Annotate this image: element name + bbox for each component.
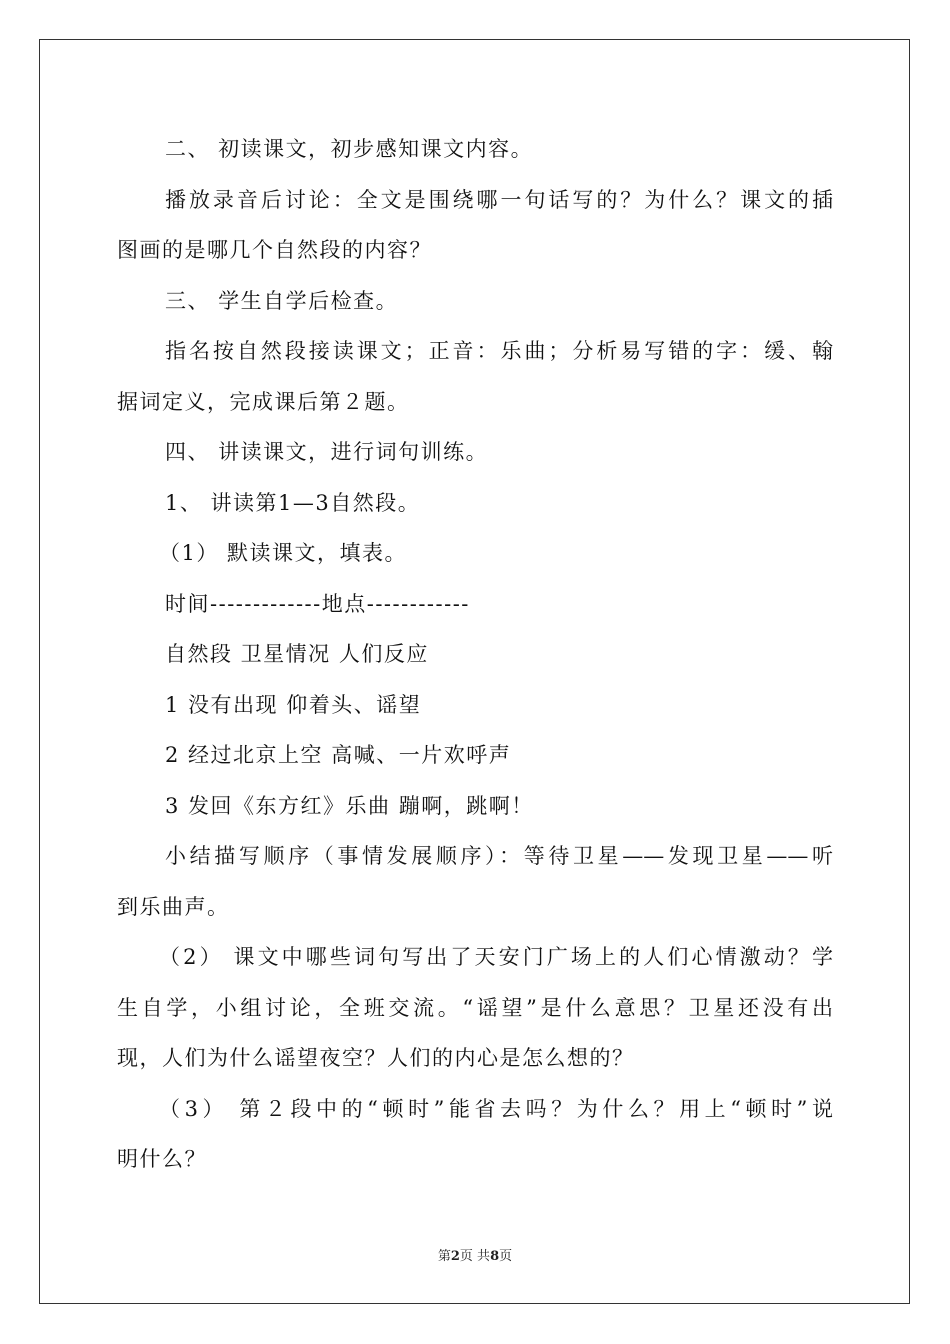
footer-page-current: 2 — [450, 1249, 460, 1264]
table-row: 2 经过北京上空 高喊、一片欢呼声 — [165, 743, 512, 767]
summary-line: 小结描写顺序（事情发展顺序）：等待卫星——发现卫星——听 — [165, 844, 833, 868]
question-line: （3） 第２段中的“顿时”能省去吗？为什么？用上“顿时”说 — [159, 1096, 833, 1121]
table-header-line: 时间-------------地点------------ — [165, 591, 470, 616]
summary-line: 到乐曲声。 — [117, 894, 230, 919]
paragraph-line: 指名按自然段接读课文；正音：乐曲；分析易写错的字：缓、翰 — [165, 339, 833, 363]
question-line: （1） 默读课文，填表。 — [159, 541, 408, 565]
footer-prefix: 第 — [437, 1249, 451, 1264]
section-heading-4: 四、 讲读课文，进行词句训练。 — [165, 440, 489, 464]
page-footer — [0, 1245, 950, 1264]
table-row: 1 没有出现 仰着头、谣望 — [165, 692, 422, 717]
footer-suffix: 页 — [499, 1249, 513, 1264]
paragraph-line: 图画的是哪几个自然段的内容？ — [117, 238, 432, 262]
question-line: （2） 课文中哪些词句写出了天安门广场上的人们心情激动？学 — [159, 945, 833, 969]
footer-page-total: 8 — [490, 1249, 500, 1264]
table-columns-line: 自然段 卫星情况 人们反应 — [165, 642, 429, 666]
footer-mid: 页 共 — [459, 1249, 491, 1264]
paragraph-line: 据词定义，完成课后第２题。 — [117, 389, 410, 414]
table-row: 3 发回《东方红》乐曲 蹦啊，跳啊！ — [165, 793, 534, 818]
paragraph-line: 播放录音后讨论：全文是围绕哪一句话写的？为什么？课文的插 — [165, 187, 833, 212]
section-heading-3: 三、 学生自学后检查。 — [165, 288, 399, 313]
paragraph-line: 现，人们为什么谣望夜空？人们的内心是怎么想的？ — [117, 1046, 635, 1070]
section-heading-2: 二、 初读课文，初步感知课文内容。 — [165, 137, 534, 161]
subsection-heading: 1、 讲读第1—3自然段。 — [165, 490, 421, 515]
paragraph-line: 生自学，小组讨论，全班交流。“谣望”是什么意思？卫星还没有出 — [117, 995, 833, 1020]
document-body — [117, 124, 833, 1185]
paragraph-line: 明什么？ — [117, 1147, 207, 1171]
